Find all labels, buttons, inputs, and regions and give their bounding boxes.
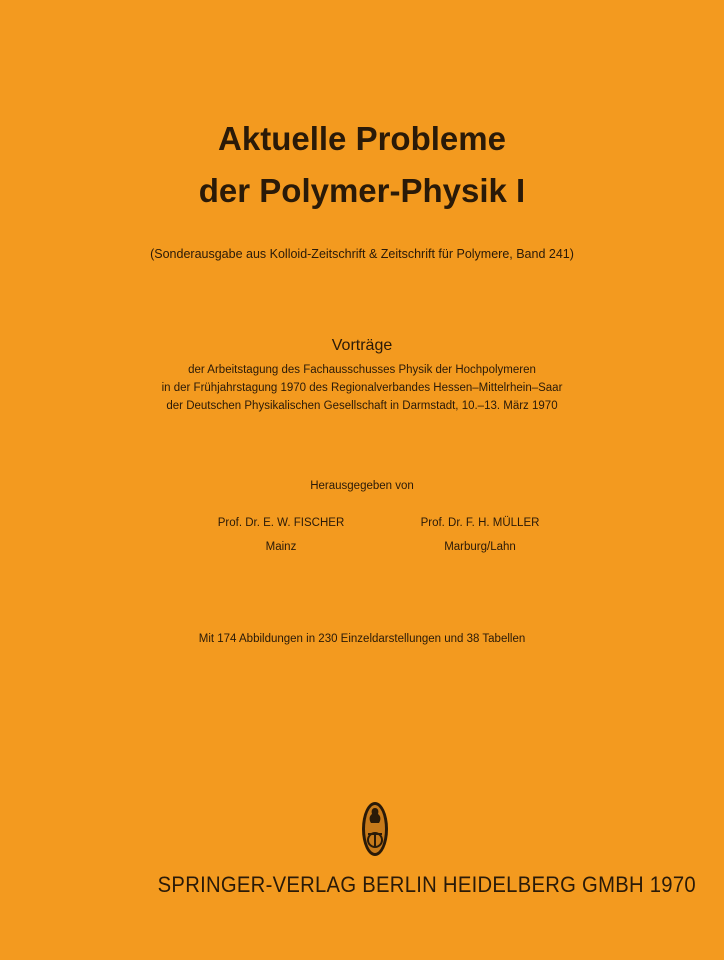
editor-name: Prof. Dr. F. H. MÜLLER <box>420 517 540 529</box>
lectures-line: in der Frühjahrstagung 1970 des Regionalverbandes Hessen–Mittelrhein–Saar <box>161 382 563 394</box>
publisher-imprint: SPRINGER-VERLAG BERLIN HEIDELBERG GMBH 1970 <box>157 872 696 897</box>
book-title-line2: der Polymer-Physik I <box>198 172 526 209</box>
editor-place: Mainz <box>265 541 297 553</box>
lectures-line: der Arbeitstagung des Fachausschusses Physik der Hochpolymeren <box>188 364 536 376</box>
book-title-line1: Aktuelle Probleme <box>218 120 506 157</box>
springer-knight-logo-icon <box>360 800 390 858</box>
illustrations-note: Mit 174 Abbildungen in 230 Einzeldarstellungen und 38 Tabellen <box>198 633 526 645</box>
subtitle: (Sonderausgabe aus Kolloid-Zeitschrift & Zeitschrift für Polymere, Band 241) <box>150 247 574 261</box>
editor-name: Prof. Dr. E. W. FISCHER <box>217 517 345 529</box>
lectures-line: der Deutschen Physikalischen Gesellschaft in Darmstadt, 10.–13. März 1970 <box>166 400 558 412</box>
editor-place: Marburg/Lahn <box>444 541 516 553</box>
edited-by: Herausgegeben von <box>310 480 414 492</box>
lectures-heading: Vorträge <box>331 337 393 354</box>
